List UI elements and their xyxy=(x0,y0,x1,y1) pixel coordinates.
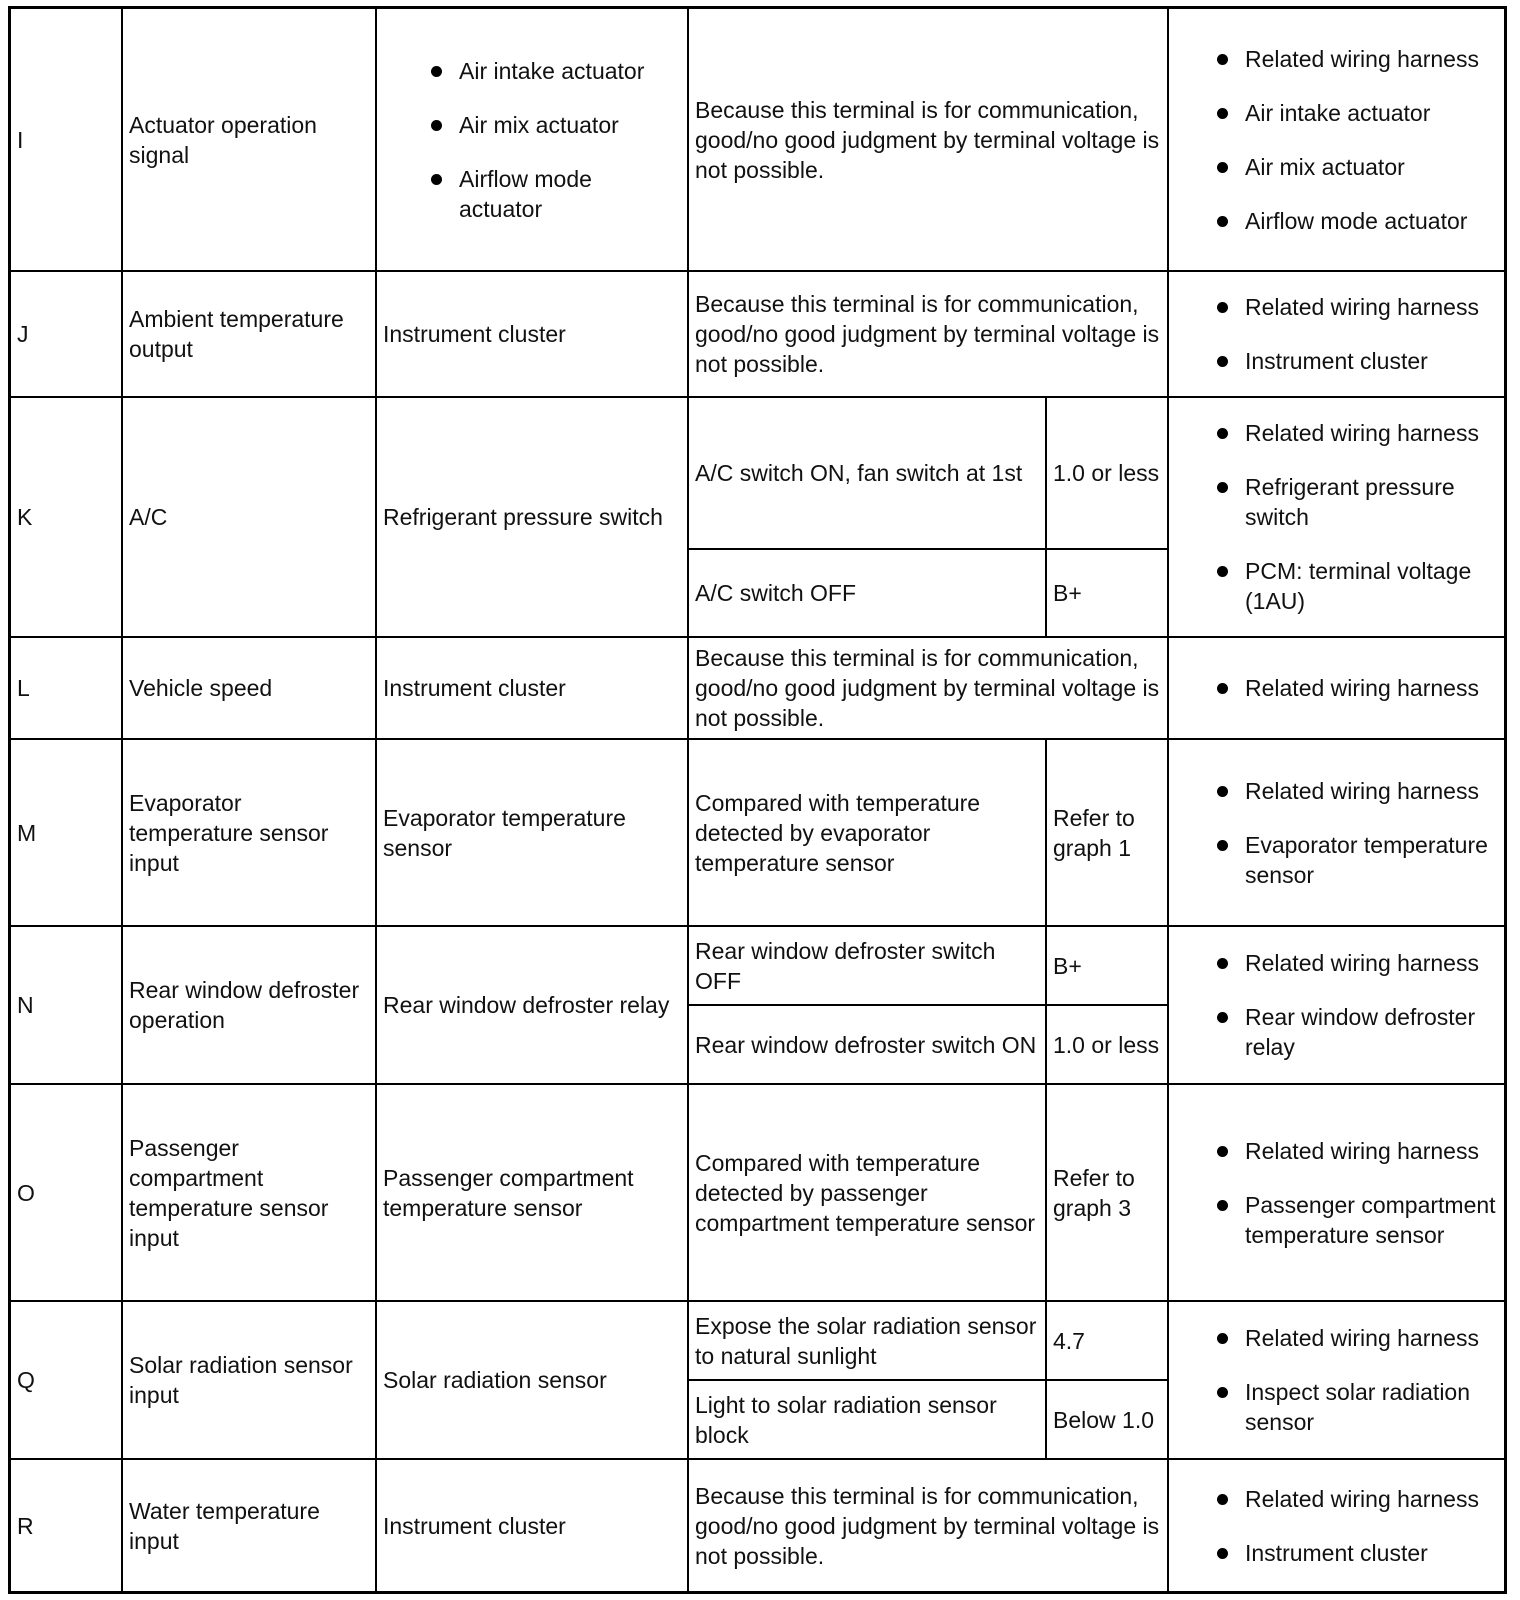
list-item: Related wiring harness xyxy=(1209,776,1498,806)
list-item: Passenger compartment temperature sensor xyxy=(1209,1190,1498,1250)
table-row xyxy=(11,926,1504,1005)
list-item: Related wiring harness xyxy=(1209,673,1498,703)
condition-cell: Compared with temperature detected by evaporator temperature sensor xyxy=(688,739,1046,926)
list-item: Refrigerant pressure switch xyxy=(1209,472,1498,532)
condition-cell: Compared with temperature detected by passenger compartment temperature sensor xyxy=(688,1084,1046,1301)
list-item: Related wiring harness xyxy=(1209,1136,1498,1166)
signal-cell: Solar radiation sensor input xyxy=(122,1301,376,1459)
voltage-cell: 1.0 or less xyxy=(1046,397,1168,549)
signal-cell: Evaporator temperature sensor input xyxy=(122,739,376,926)
inspection-cell xyxy=(1168,1084,1504,1301)
voltage-cell: 1.0 or less xyxy=(1046,1005,1168,1084)
connected-list xyxy=(423,56,681,224)
terminal-cell: I xyxy=(11,9,122,271)
condition-cell: Rear window defroster switch ON xyxy=(688,1005,1046,1084)
list-item: Air intake actuator xyxy=(1209,98,1498,128)
voltage-cell: B+ xyxy=(1046,926,1168,1005)
list-item: Air mix actuator xyxy=(1209,152,1498,182)
terminal-cell: R xyxy=(11,1459,122,1591)
connected-cell: Solar radiation sensor xyxy=(376,1301,688,1459)
measurement-cell: Because this terminal is for communication, good/no good judgment by terminal voltage is not possible. xyxy=(688,9,1168,271)
inspection-list xyxy=(1209,673,1498,703)
table-row xyxy=(11,637,1504,739)
table-row xyxy=(11,739,1504,926)
list-item: Instrument cluster xyxy=(1209,346,1498,376)
table-row xyxy=(11,1301,1504,1380)
signal-cell: Vehicle speed xyxy=(122,637,376,739)
measurement-cell: Because this terminal is for communication, good/no good judgment by terminal voltage is not possible. xyxy=(688,271,1168,397)
list-item: Related wiring harness xyxy=(1209,1323,1498,1353)
list-item: Related wiring harness xyxy=(1209,418,1498,448)
condition-cell: A/C switch OFF xyxy=(688,549,1046,637)
measurement-cell: Because this terminal is for communication, good/no good judgment by terminal voltage is not possible. xyxy=(688,637,1168,739)
connected-cell: Passenger compartment temperature sensor xyxy=(376,1084,688,1301)
inspection-list xyxy=(1209,292,1498,376)
condition-cell: Light to solar radiation sensor block xyxy=(688,1380,1046,1459)
inspection-cell xyxy=(1168,637,1504,739)
list-item: Instrument cluster xyxy=(1209,1538,1498,1568)
list-item: Airflow mode actuator xyxy=(423,164,681,224)
inspection-cell xyxy=(1168,1301,1504,1459)
voltage-cell: 4.7 xyxy=(1046,1301,1168,1380)
voltage-cell: Refer to graph 1 xyxy=(1046,739,1168,926)
inspection-cell xyxy=(1168,397,1504,637)
voltage-cell: Refer to graph 3 xyxy=(1046,1084,1168,1301)
table-row xyxy=(11,271,1504,397)
terminal-cell: N xyxy=(11,926,122,1084)
condition-cell: A/C switch ON, fan switch at 1st xyxy=(688,397,1046,549)
inspection-list xyxy=(1209,1323,1498,1437)
inspection-list xyxy=(1209,948,1498,1062)
terminal-cell: Q xyxy=(11,1301,122,1459)
signal-cell: Ambient temperature output xyxy=(122,271,376,397)
condition-cell: Expose the solar radiation sensor to natural sunlight xyxy=(688,1301,1046,1380)
signal-cell: Actuator operation signal xyxy=(122,9,376,271)
voltage-cell: B+ xyxy=(1046,549,1168,637)
inspection-list xyxy=(1209,418,1498,616)
connected-cell: Evaporator temperature sensor xyxy=(376,739,688,926)
list-item: Related wiring harness xyxy=(1209,44,1498,74)
list-item: Related wiring harness xyxy=(1209,292,1498,322)
list-item: Airflow mode actuator xyxy=(1209,206,1498,236)
inspection-list xyxy=(1209,776,1498,890)
inspection-cell xyxy=(1168,1459,1504,1591)
table-row xyxy=(11,397,1504,549)
table-row xyxy=(11,9,1504,271)
inspection-list xyxy=(1209,1136,1498,1250)
connected-cell: Instrument cluster xyxy=(376,271,688,397)
connected-cell: Instrument cluster xyxy=(376,637,688,739)
terminal-table-frame xyxy=(8,6,1507,1594)
list-item: Related wiring harness xyxy=(1209,1484,1498,1514)
signal-cell: Rear window defroster operation xyxy=(122,926,376,1084)
connected-cell: Instrument cluster xyxy=(376,1459,688,1591)
connected-cell: Rear window defroster relay xyxy=(376,926,688,1084)
list-item: Evaporator temperature sensor xyxy=(1209,830,1498,890)
terminal-cell: L xyxy=(11,637,122,739)
inspection-list xyxy=(1209,44,1498,236)
terminal-cell: M xyxy=(11,739,122,926)
terminal-cell: J xyxy=(11,271,122,397)
table-row xyxy=(11,1459,1504,1591)
table-row xyxy=(11,1084,1504,1301)
signal-cell: Water temperature input xyxy=(122,1459,376,1591)
list-item: Air mix actuator xyxy=(423,110,681,140)
measurement-cell: Because this terminal is for communication, good/no good judgment by terminal voltage is not possible. xyxy=(688,1459,1168,1591)
list-item: Air intake actuator xyxy=(423,56,681,86)
inspection-cell xyxy=(1168,9,1504,271)
voltage-cell: Below 1.0 xyxy=(1046,1380,1168,1459)
terminal-cell: K xyxy=(11,397,122,637)
terminal-cell: O xyxy=(11,1084,122,1301)
inspection-list xyxy=(1209,1484,1498,1568)
list-item: Rear window defroster relay xyxy=(1209,1002,1498,1062)
inspection-cell xyxy=(1168,739,1504,926)
condition-cell: Rear window defroster switch OFF xyxy=(688,926,1046,1005)
connected-cell xyxy=(376,9,688,271)
inspection-cell xyxy=(1168,271,1504,397)
signal-cell: A/C xyxy=(122,397,376,637)
signal-cell: Passenger compartment temperature sensor input xyxy=(122,1084,376,1301)
terminal-table xyxy=(11,9,1504,1591)
list-item: Related wiring harness xyxy=(1209,948,1498,978)
list-item: PCM: terminal voltage (1AU) xyxy=(1209,556,1498,616)
list-item: Inspect solar radiation sensor xyxy=(1209,1377,1498,1437)
connected-cell: Refrigerant pressure switch xyxy=(376,397,688,637)
inspection-cell xyxy=(1168,926,1504,1084)
